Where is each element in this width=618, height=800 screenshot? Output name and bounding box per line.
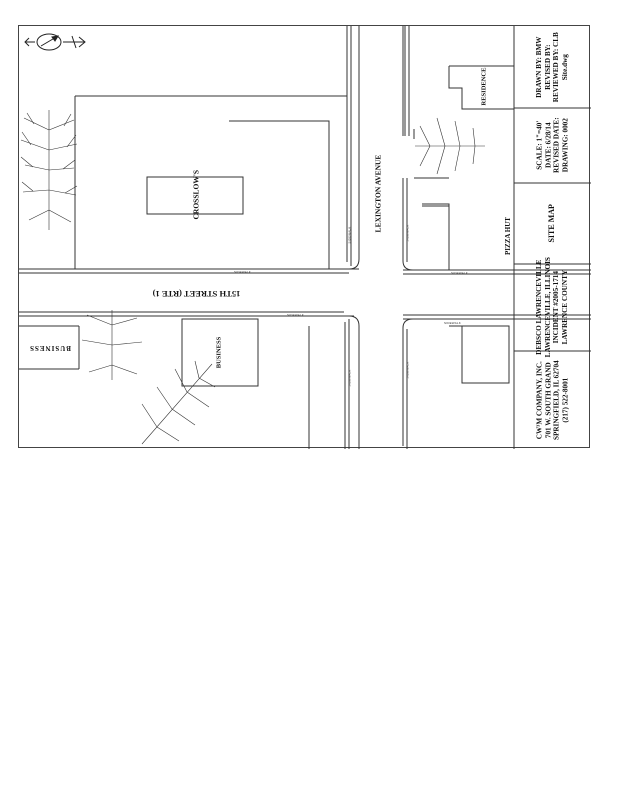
street-label-15th-street: 15TH STREET (RTE 1) (152, 289, 241, 299)
title-block-sheet-title: SITE MAP (547, 204, 557, 243)
sidewalk-label: SIDEWALK (347, 369, 352, 387)
building-label-business: BUSINESS (215, 336, 223, 369)
sidewalk-label: SIDEWALK (347, 226, 352, 244)
site-map-sheet (18, 25, 590, 448)
title-block-drawn-by: DRAWN BY: BMW REVISED BY: REVIEWED BY: CLB Site.dwg (535, 31, 570, 103)
sidewalk-label: SIDEWALK (405, 361, 410, 379)
title-block-project: DEBSCO LAWRENCEVILLE LAWRENCEVILLE, ILLINOIS INCIDENT #2005-1714 LAWRENCE COUNTY (535, 257, 570, 358)
tree-icon (415, 106, 485, 186)
north-arrow-icon (25, 34, 85, 50)
sidewalk-label: SIDEWALK (444, 321, 461, 325)
building-label-pizza-hut: PIZZA HUT (504, 217, 512, 255)
sidewalk-label: SIDEWALK (287, 313, 304, 317)
building-label-crosslows: CROSSLOW'S (191, 169, 201, 220)
building-label-business-left: BUSINESS (29, 344, 71, 352)
building-label-residence: RESIDENCE (480, 67, 488, 106)
title-block-company: CW³M COMPANY, INC. 701 W. SOUTH GRAND SPRINGFIELD, IL 62704 (217) 522-8001 (535, 360, 570, 440)
tree-icon (19, 110, 79, 230)
sidewalk-label: SIDEWALK (405, 224, 410, 242)
sidewalk-label: SIDEWALK (234, 270, 251, 274)
street-label-lexington-avenue: LEXINGTON AVENUE (373, 154, 383, 233)
sidewalk-label: SIDEWALK (451, 271, 468, 275)
tree-icon (137, 359, 217, 449)
title-block-scale-date: SCALE: 1"=40' DATE: 6/28/14 REVISED DATE: DRAWING: 0002 (535, 117, 570, 174)
